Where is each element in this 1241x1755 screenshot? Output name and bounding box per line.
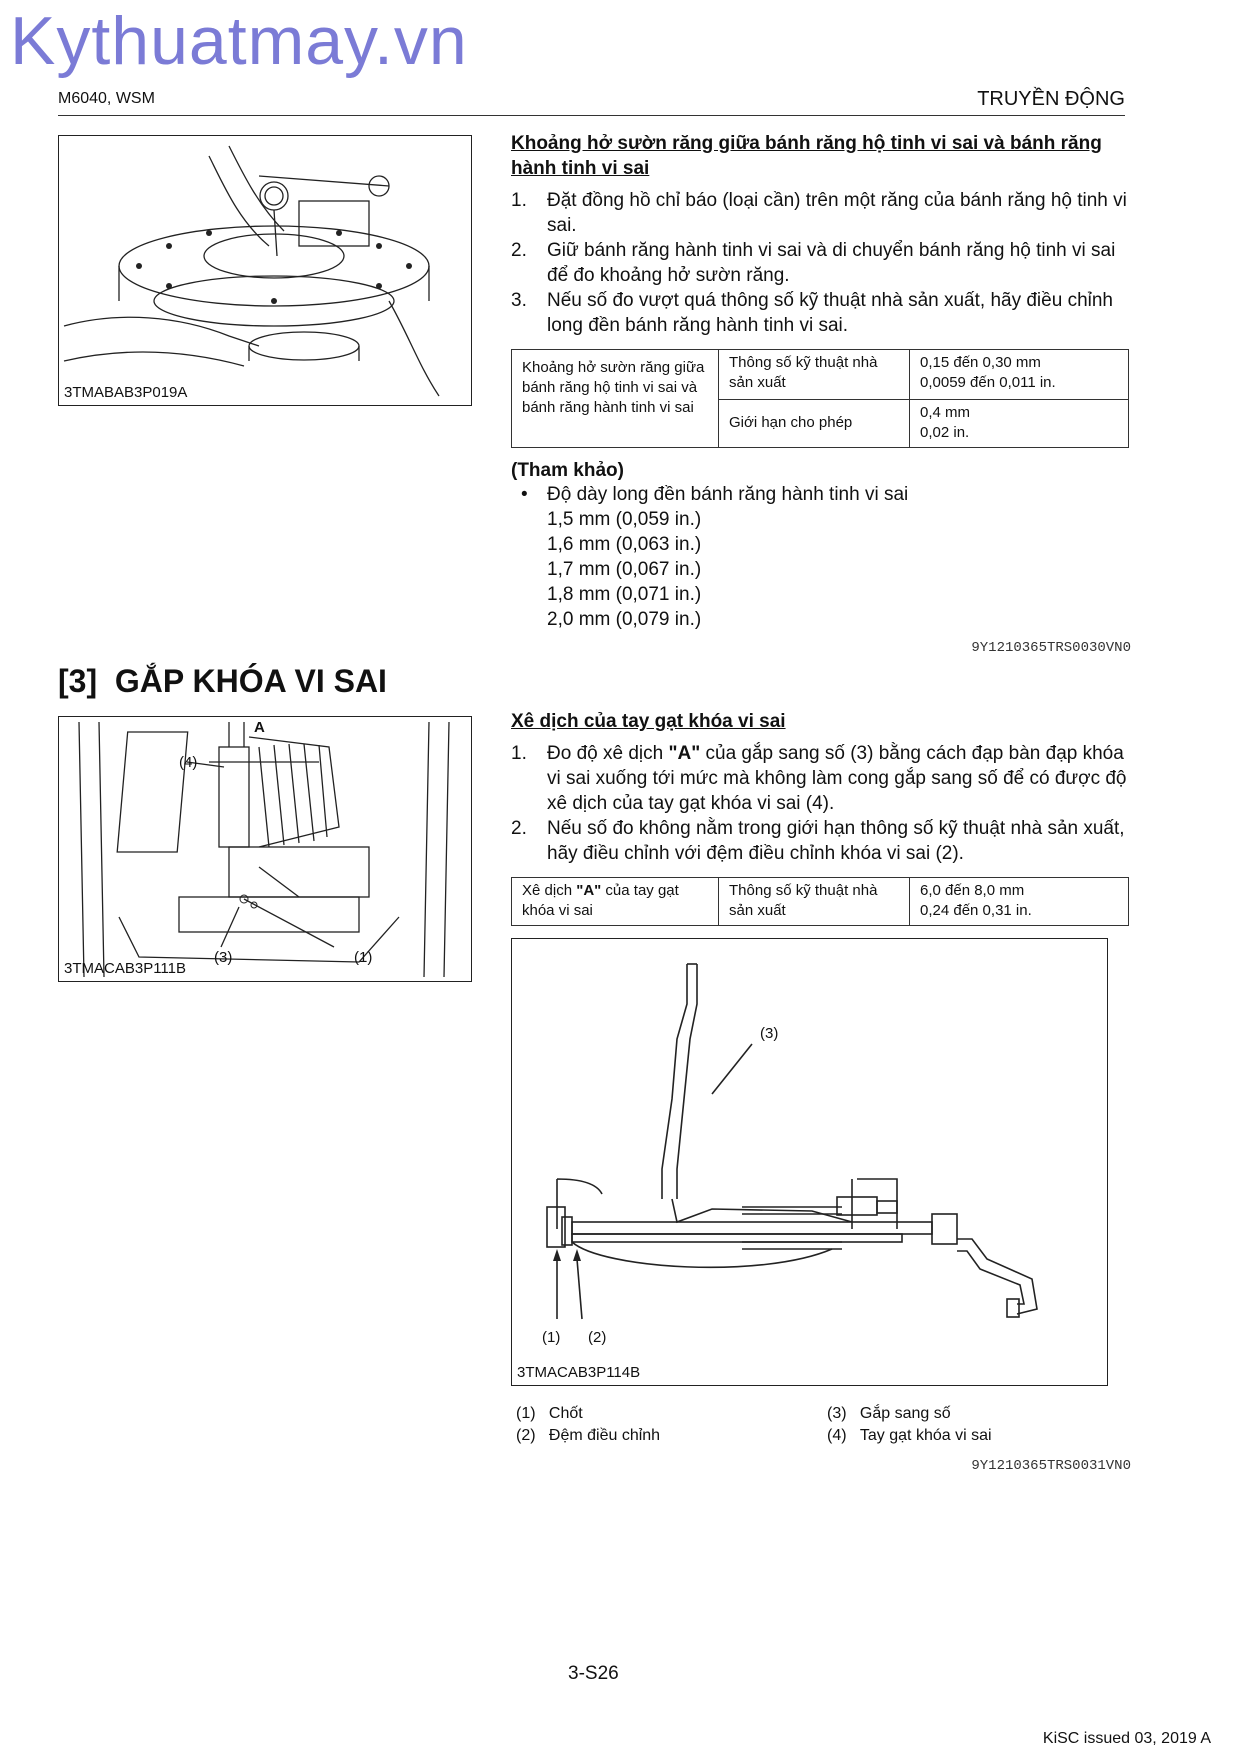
- legend-number: (3): [827, 1405, 847, 1422]
- section-diff-lock-shift: [511, 709, 1128, 866]
- watermark: Kythuatmay.vn: [10, 3, 468, 79]
- reference-value: 2,0 mm (0,079 in.): [547, 609, 702, 630]
- figure-diff-lock-fork: [58, 716, 472, 982]
- page-number: 3-S26: [568, 1663, 619, 1684]
- reference-title: (Tham khảo): [511, 460, 624, 481]
- procedure-step: [511, 188, 1128, 238]
- procedure-step: [511, 741, 1128, 816]
- section-backlash: [511, 131, 1128, 338]
- step-number: 1.: [511, 743, 527, 764]
- header-divider: [58, 115, 1125, 116]
- reference-value: 1,6 mm (0,063 in.): [547, 534, 702, 555]
- document-code: 9Y1210365TRS0030VN0: [971, 640, 1131, 656]
- procedure-step: [511, 238, 1128, 288]
- label-1: (1): [542, 1329, 561, 1346]
- legend-text: Chốt: [548, 1405, 583, 1422]
- spec-label: Thông số kỹ thuật nhà sản xuất: [719, 878, 910, 926]
- spec-value: [910, 878, 1129, 926]
- figure-caption: 3TMACAB3P114B: [517, 1364, 641, 1381]
- limit-label: Giới hạn cho phép: [719, 400, 910, 448]
- label-4: (4): [179, 754, 198, 771]
- spec-item: Khoảng hở sườn răng giữa bánh răng hộ tinh vi sai và bánh răng hành tinh vi sai: [512, 350, 719, 448]
- procedure-steps: [511, 188, 1128, 338]
- step-text: Giữ bánh răng hành tinh vi sai và di chuyển bánh răng hộ tinh vi sai để đo khoảng hở sườn răng.: [547, 240, 1116, 286]
- step-number: 2.: [511, 240, 527, 261]
- section-title: Xê dịch của tay gạt khóa vi sai: [511, 711, 786, 732]
- step-number: 1.: [511, 190, 527, 211]
- figure-caption: 3TMABAB3P019A: [64, 384, 188, 401]
- label-3: (3): [214, 949, 233, 966]
- bullet-icon: •: [521, 484, 528, 505]
- legend-item: [516, 1403, 583, 1425]
- legend-item: [827, 1403, 951, 1425]
- dial-indicator-illustration: [59, 136, 471, 405]
- step-text-pre: Đo độ xê dịch: [547, 743, 669, 764]
- section-title: Khoảng hở sườn răng giữa bánh răng hộ tinh vi sai và bánh răng hành tinh vi sai: [511, 133, 1102, 179]
- legend-text: Đệm điều chỉnh: [548, 1427, 661, 1444]
- procedure-step: [511, 288, 1128, 338]
- spec-item-bold: "A": [576, 882, 602, 899]
- document-code: 9Y1210365TRS0031VN0: [971, 1458, 1131, 1474]
- step-text: Nếu số đo vượt quá thông số kỹ thuật nhà sản xuất, hãy điều chỉnh long đền bánh răng hành tinh vi sai.: [547, 290, 1113, 336]
- backlash-spec-table: [511, 349, 1129, 448]
- issued-note: KiSC issued 03, 2019 A: [1042, 1730, 1211, 1747]
- shifter-assembly-illustration: [512, 939, 1107, 1385]
- limit-value: [910, 400, 1129, 448]
- label-2: (2): [588, 1329, 607, 1346]
- legend-number: (4): [827, 1427, 847, 1444]
- step-text-bold: "A": [668, 743, 701, 764]
- spec-item: [512, 878, 719, 926]
- legend-item: [827, 1425, 992, 1447]
- spec-value-imperial: 0,0059 đến 0,011 in.: [920, 374, 1056, 391]
- legend-text: Tay gạt khóa vi sai: [859, 1427, 992, 1444]
- step-text-post: của gắp sang số (3) bằng cách đạp bàn đạp khóa vi sai xuống tới mức mà không làm cong gắp sang số để có được độ xê dịch của tay gạt khóa vi sai (4).: [547, 743, 1127, 814]
- procedure-steps: [511, 741, 1128, 866]
- step-text: Nếu số đo không nằm trong giới hạn thông số kỹ thuật nhà sản xuất, hãy điều chỉnh với đệm điều chỉnh khóa vi sai (2).: [547, 818, 1125, 864]
- label-1: (1): [354, 949, 373, 966]
- legend-text: Gắp sang số: [859, 1405, 951, 1422]
- reference-value: 1,5 mm (0,059 in.): [547, 509, 702, 530]
- figure-shifter-assembly: [511, 938, 1108, 1386]
- figure-caption: 3TMACAB3P111B: [64, 960, 186, 977]
- spec-value-metric: 6,0 đến 8,0 mm: [920, 882, 1025, 899]
- reference-bullet: Độ dày long đền bánh răng hành tinh vi sai: [547, 484, 909, 505]
- spec-value-metric: 0,15 đến 0,30 mm: [920, 354, 1041, 371]
- legend-item: [516, 1425, 660, 1447]
- legend-number: (2): [516, 1427, 536, 1444]
- label-3: (3): [760, 1025, 779, 1042]
- spec-item-pre: Xê dịch: [522, 882, 577, 899]
- limit-value-metric: 0,4 mm: [920, 404, 971, 421]
- header-manual-id: M6040, WSM: [58, 90, 155, 107]
- reference-value: 1,7 mm (0,067 in.): [547, 559, 702, 580]
- step-number: 3.: [511, 290, 527, 311]
- procedure-step: [511, 816, 1128, 866]
- shift-spec-table: [511, 877, 1129, 926]
- spec-item-post: của tay gạt khóa vi sai: [522, 882, 679, 919]
- reference-value: 1,8 mm (0,071 in.): [547, 584, 702, 605]
- figure-backlash-measurement: [58, 135, 472, 406]
- label-a: A: [254, 719, 265, 736]
- diff-lock-illustration: [59, 717, 471, 981]
- header-chapter-title: TRUYỀN ĐỘNG: [977, 88, 1125, 110]
- spec-label: Thông số kỹ thuật nhà sản xuất: [719, 350, 910, 400]
- limit-value-imperial: 0,02 in.: [920, 424, 970, 441]
- step-text: Đặt đồng hồ chỉ báo (loại cần) trên một răng của bánh răng hộ tinh vi sai.: [547, 190, 1127, 236]
- section-heading: [3] GẮP KHÓA VI SAI: [58, 663, 387, 699]
- spec-value-imperial: 0,24 đến 0,31 in.: [920, 902, 1032, 919]
- reference-block: [511, 460, 1128, 632]
- legend-number: (1): [516, 1405, 536, 1422]
- spec-value: [910, 350, 1129, 400]
- step-number: 2.: [511, 818, 527, 839]
